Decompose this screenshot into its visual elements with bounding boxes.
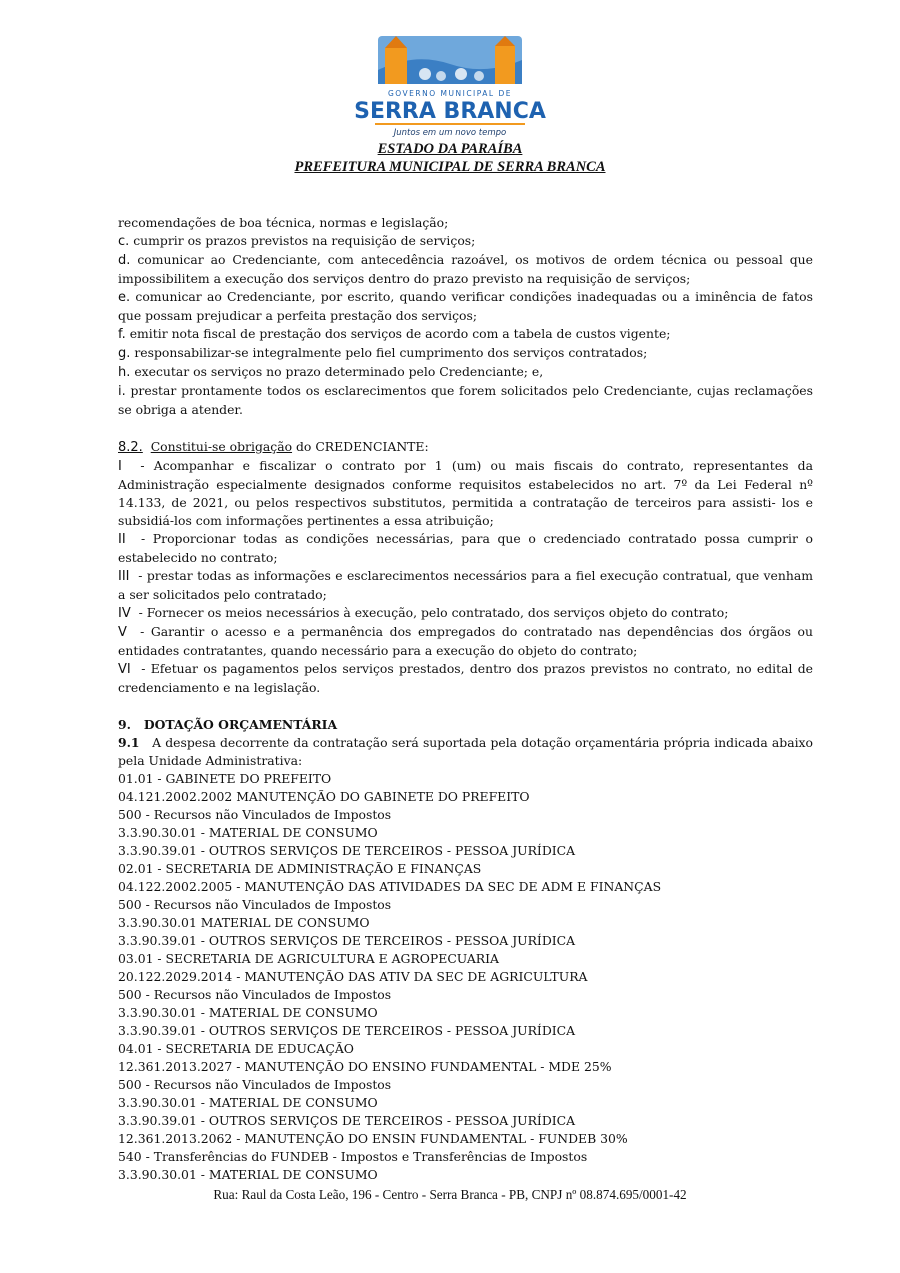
list-item: V - Garantir o acesso e a permanência dos empregados do contratado nas dependências dos órgãos ou entidades contratantes, quando necessário para a execução do objeto do contrato; [118,624,813,658]
budget-line: 01.01 - GABINETE DO PREFEITO [118,771,332,786]
budget-line: 02.01 - SECRETARIA DE ADMINISTRAÇÃO E FINANÇAS [118,861,482,876]
logo-church-right [495,46,515,84]
budget-lines [118,770,813,1184]
list-item: h. executar os serviços no prazo determinado pelo Credenciante; e, [118,364,544,380]
budget-line: 3.3.90.30.01 MATERIAL DE CONSUMO [118,915,370,930]
footer-address: Rua: Raul da Costa Leão, 196 - Centro - Serra Branca - PB, CNPJ nº 08.874.695/0001-42 [213,1187,687,1202]
list-item: f. emitir nota fiscal de prestação dos serviços de acordo com a tabela de custos vigente; [118,326,671,342]
budget-line: 12.361.2013.2062 - MANUTENÇÃO DO ENSIN FUNDAMENTAL - FUNDEB 30% [118,1131,628,1146]
logo-top-text: GOVERNO MUNICIPAL DE [387,89,513,98]
budget-line: 3.3.90.39.01 - OUTROS SERVIÇOS DE TERCEIROS - PESSOA JURÍDICA [118,843,576,858]
budget-line: 3.3.90.39.01 - OUTROS SERVIÇOS DE TERCEIROS - PESSOA JURÍDICA [118,933,576,948]
list-item: II - Proporcionar todas as condições necessárias, para que o credenciado contratado possa cumprir o estabelecido no contrato; [118,531,813,565]
budget-line: 500 - Recursos não Vinculados de Impostos [118,807,392,822]
item-b-tail: recomendações de boa técnica, normas e legislação; [118,215,449,230]
list-item: d. comunicar ao Credenciante, com antecedência razoável, os motivos de ordem técnica ou pessoal que impossibilitem a execução dos serviços dentro do prazo previsto na requisição de serviços; [118,252,813,286]
list-item: c. cumprir os prazos previstos na requisição de serviços; [118,233,476,249]
budget-line: 3.3.90.30.01 - MATERIAL DE CONSUMO [118,1167,378,1182]
section-9-1-intro: 9.1 A despesa decorrente da contratação será suportada pela dotação orçamentária própria indicada abaixo pela Unidade Administrativa: [118,735,813,768]
logo-name-text: SERRA BRANCA [354,99,546,124]
list-item: g. responsabilizar-se integralmente pelo fiel cumprimento dos serviços contratados; [118,345,648,361]
state-title: ESTADO DA PARAÍBA [377,141,523,157]
budget-line: 04.121.2002.2002 MANUTENÇÃO DO GABINETE DO PREFEITO [118,789,530,804]
list-item: III - prestar todas as informações e esclarecimentos necessários para a fiel execução contratual, que venham a ser solicitados pelo contratado; [118,568,813,602]
logo-slogan-text: Juntos em um novo tempo [393,128,507,138]
budget-line: 20.122.2029.2014 - MANUTENÇÃO DAS ATIV DA SEC DE AGRICULTURA [118,969,588,984]
document-body [118,214,813,1184]
list-item: i. prestar prontamente todos os esclarecimentos que forem solicitados pelo Credenciante, cujas reclamações se obriga a atender. [118,383,813,417]
budget-line: 04.01 - SECRETARIA DE EDUCAÇÃO [118,1041,354,1056]
prefecture-title: PREFEITURA MUNICIPAL DE SERRA BRANCA [294,159,606,175]
document-header [0,30,900,176]
budget-line: 3.3.90.39.01 - OUTROS SERVIÇOS DE TERCEIROS - PESSOA JURÍDICA [118,1113,576,1128]
budget-line: 3.3.90.30.01 - MATERIAL DE CONSUMO [118,1095,378,1110]
budget-line: 500 - Recursos não Vinculados de Impostos [118,897,392,912]
municipal-logo [345,30,555,140]
section-9-heading: 9. DOTAÇÃO ORÇAMENTÁRIA [118,717,338,732]
section-8-2-heading: 8.2. Constitui-se obrigação do CREDENCIANTE: [118,439,429,455]
list-item: IV - Fornecer os meios necessários à execução, pelo contratado, dos serviços objeto do contrato; [118,605,729,621]
budget-line: 540 - Transferências do FUNDEB - Impostos e Transferências de Impostos [118,1149,588,1164]
list-item: e. comunicar ao Credenciante, por escrito, quando verificar condições inadequadas ou a iminência de fatos que possam prejudicar a perfeita prestação dos serviços; [118,289,813,323]
budget-line: 500 - Recursos não Vinculados de Impostos [118,1077,392,1092]
budget-line: 3.3.90.30.01 - MATERIAL DE CONSUMO [118,825,378,840]
budget-line: 500 - Recursos não Vinculados de Impostos [118,987,392,1002]
logo-church-left [385,48,407,84]
budget-line: 3.3.90.39.01 - OUTROS SERVIÇOS DE TERCEIROS - PESSOA JURÍDICA [118,1023,576,1038]
budget-line: 12.361.2013.2027 - MANUTENÇÃO DO ENSINO FUNDAMENTAL - MDE 25% [118,1059,612,1074]
list-item: VI - Efetuar os pagamentos pelos serviços prestados, dentro dos prazos previstos no contrato, no edital de credenciamento e na legislação. [118,661,813,695]
budget-line: 04.122.2002.2005 - MANUTENÇÃO DAS ATIVIDADES DA SEC DE ADM E FINANÇAS [118,879,662,894]
budget-line: 3.3.90.30.01 - MATERIAL DE CONSUMO [118,1005,378,1020]
list-item: I - Acompanhar e fiscalizar o contrato por 1 (um) ou mais fiscais do contrato, representantes da Administração especialmente designados conforme requisitos estabelecidos no art. 7º da Lei Federal nº 14.133, de 2021, ou pelos respectivos substitutos, permitida a contratação de terceiros para assisti- los e subsidiá-los com informações pertinentes a essa atribuição; [118,458,813,528]
budget-line: 03.01 - SECRETARIA DE AGRICULTURA E AGROPECUARIA [118,951,499,966]
